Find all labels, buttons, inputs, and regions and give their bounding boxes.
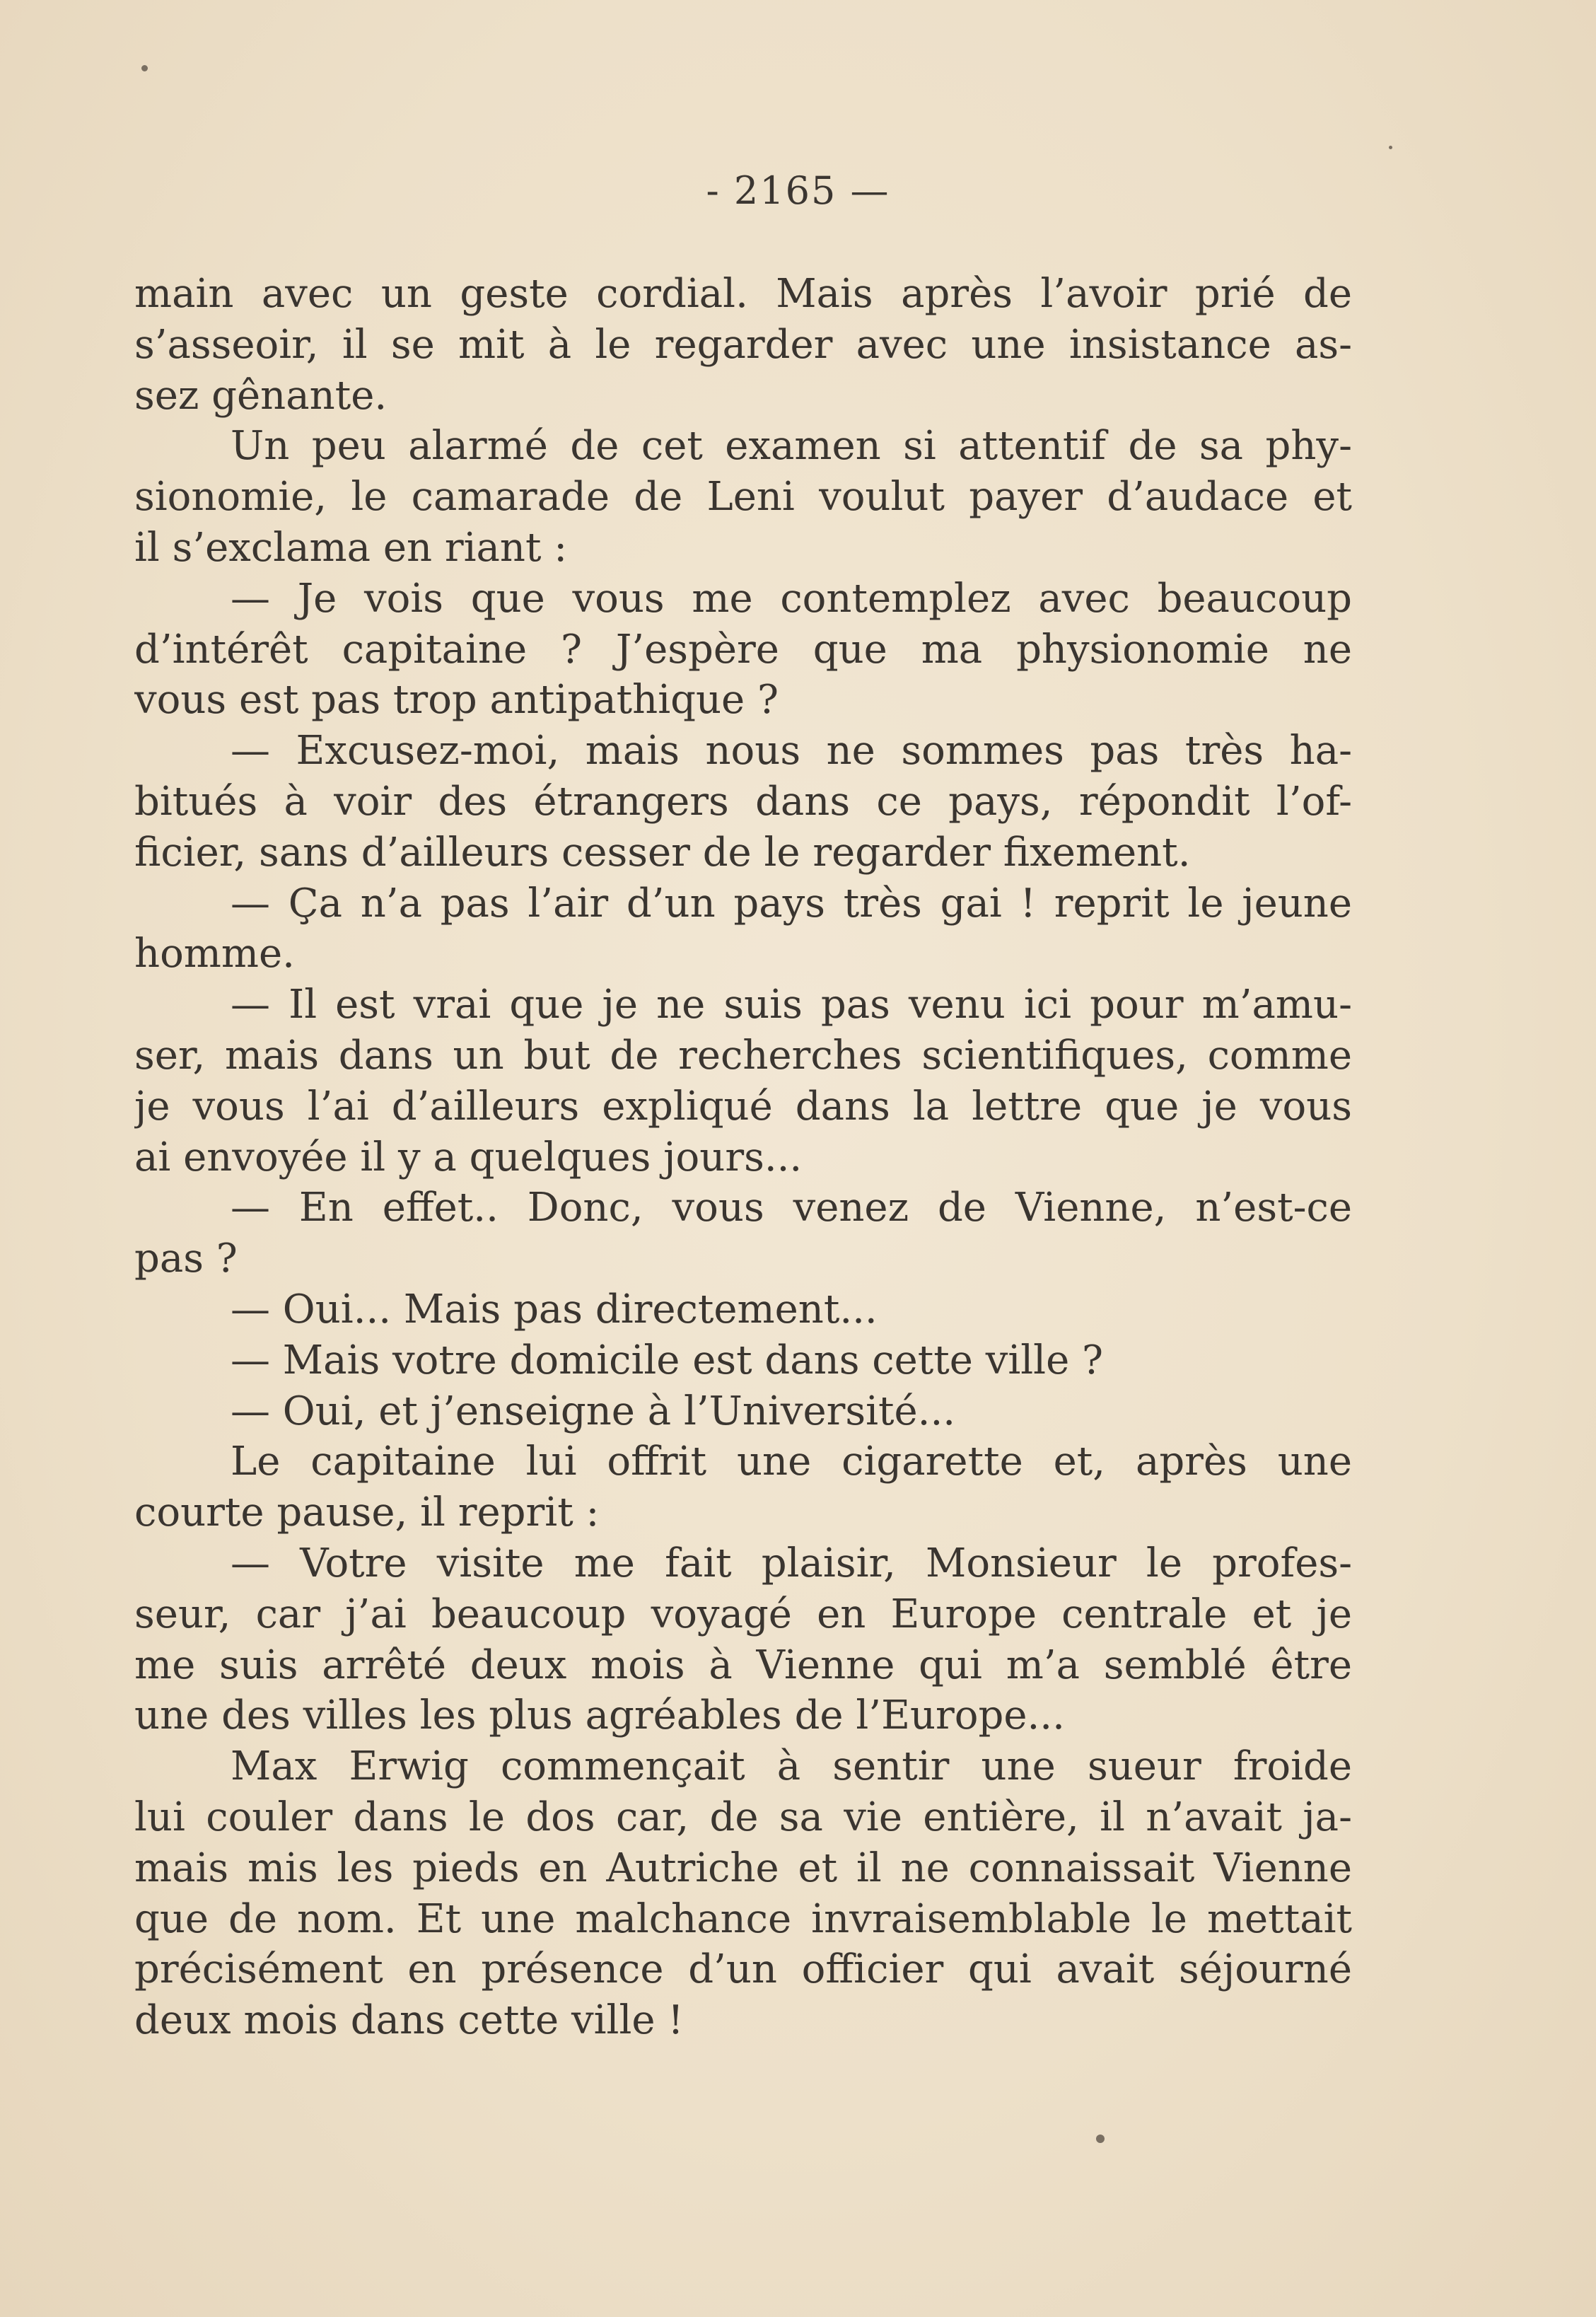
text-line: ai envoyée il y a quelques jours... [134, 1134, 803, 1180]
text-line: — Je vois que vous me contemplez avec beaucoup [231, 575, 1352, 622]
text-line: que de nom. Et une malchance invraisemblable le mettait [134, 1895, 1352, 1942]
text-line: Un peu alarmé de cet examen si attentif de sa phy- [231, 423, 1352, 470]
text-line: vous est pas trop antipathique ? [134, 677, 779, 724]
text-line: — Oui, et j’enseigne à l’Université... [231, 1388, 956, 1434]
text-line: main avec un geste cordial. Mais après l’avoir prié de [134, 271, 1352, 317]
text-line: — Ça n’a pas l’air d’un pays très gai ! reprit le jeune [231, 880, 1352, 927]
text-line: — Mais votre domicile est dans cette ville ? [231, 1337, 1104, 1383]
ink-speck [1096, 2135, 1105, 2143]
text-line: s’asseoir, il se mit à le regarder avec une insistance as- [134, 321, 1352, 368]
text-line: mais mis les pieds en Autriche et il ne connaissait Vienne [134, 1845, 1352, 1891]
page-number: - 2165 — [706, 168, 890, 213]
text-line: seur, car j’ai beaucoup voyagé en Europe centrale et je [134, 1591, 1352, 1637]
text-line: — Oui... Mais pas directement... [231, 1286, 878, 1332]
text-line: sez gênante. [134, 372, 388, 419]
ink-speck [1389, 146, 1392, 149]
text-line: Max Erwig commençait à sentir une sueur froide [231, 1743, 1352, 1790]
text-line: lui couler dans le dos car, de sa vie entière, il n’avait ja- [134, 1794, 1352, 1840]
text-line: précisément en présence d’un officier qui avait séjourné [134, 1946, 1352, 1993]
text-line: je vous l’ai d’ailleurs expliqué dans la lettre que je vous [134, 1083, 1352, 1130]
text-line: bitués à voir des étrangers dans ce pays, répondit l’of- [134, 778, 1352, 825]
text-line: — En effet.. Donc, vous venez de Vienne, n’est-ce [231, 1185, 1352, 1231]
text-line: courte pause, il reprit : [134, 1490, 600, 1536]
ink-speck [141, 65, 148, 71]
text-line: deux mois dans cette ville ! [134, 1997, 684, 2044]
text-line: Le capitaine lui offrit une cigarette et, après une [231, 1439, 1352, 1485]
text-line: — Il est vrai que je ne suis pas venu ici pour m’amu- [231, 982, 1352, 1028]
text-line: sionomie, le camarade de Leni voulut payer d’audace et [134, 474, 1352, 521]
text-line: ficier, sans d’ailleurs cesser de le regarder fixement. [134, 829, 1191, 876]
text-line: — Votre visite me fait plaisir, Monsieur le profes- [231, 1540, 1352, 1586]
text-line: — Excusez-moi, mais nous ne sommes pas très ha- [231, 728, 1352, 774]
text-line: une des villes les plus agréables de l’Europe... [134, 1692, 1065, 1739]
text-line: ser, mais dans un but de recherches scientifiques, comme [134, 1032, 1352, 1079]
body-text [134, 269, 1352, 2046]
text-line: me suis arrêté deux mois à Vienne qui m’a semblé être [134, 1642, 1352, 1688]
text-line: il s’exclama en riant : [134, 524, 568, 571]
text-line: pas ? [134, 1236, 238, 1282]
text-line: d’intérêt capitaine ? J’espère que ma physionomie ne [134, 626, 1352, 673]
text-line: homme. [134, 931, 295, 977]
